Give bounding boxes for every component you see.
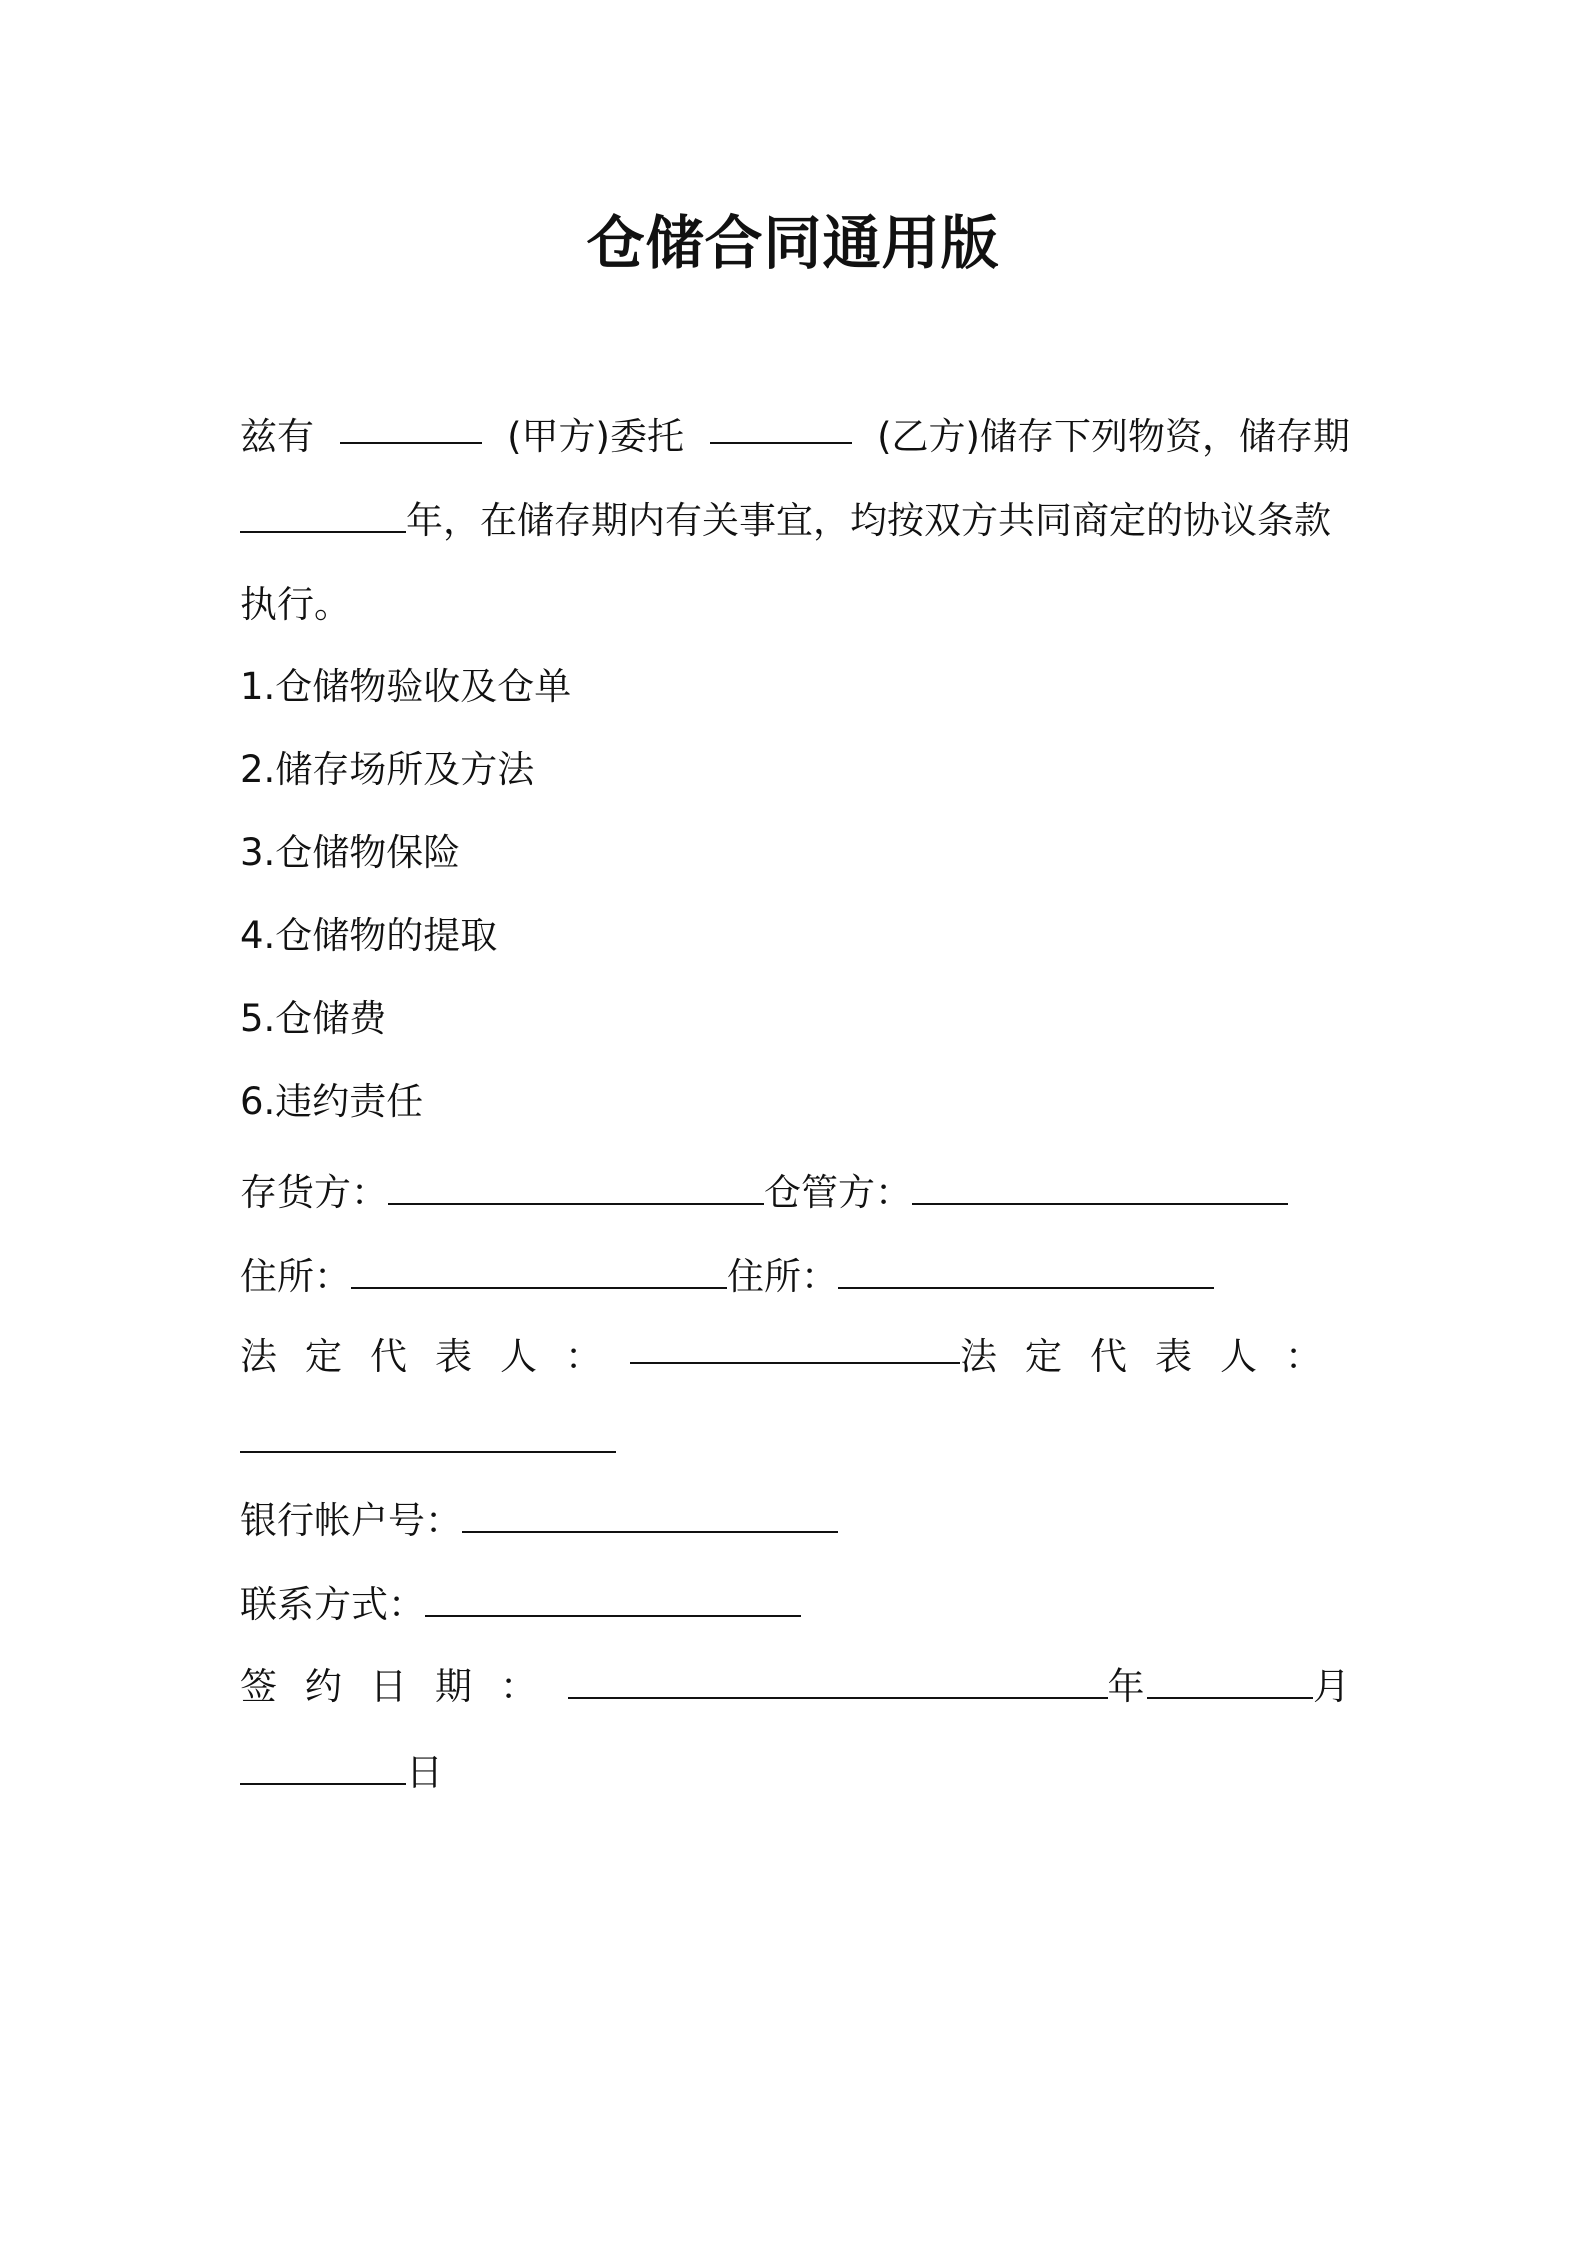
legal-rep-label-2: 法定代表人： <box>960 1335 1350 1378</box>
clause-item: 3.仓储物保险 <box>240 831 461 874</box>
signature-row-address <box>240 1252 1214 1302</box>
intro-line-3: 执行。 <box>240 583 351 626</box>
signature-row-parties <box>240 1168 1288 1218</box>
clause-item: 4.仓储物的提取 <box>240 914 498 957</box>
sign-date-year-group <box>568 1662 1145 1712</box>
legal-rep-blank-1[interactable] <box>630 1332 960 1364</box>
legal-rep-label-1: 法定代表人： <box>240 1335 630 1378</box>
legal-rep-blank-2[interactable] <box>240 1421 616 1453</box>
sign-date-label: 签约日期： <box>240 1665 565 1708</box>
intro-text-b: (甲方)委托 <box>507 415 684 458</box>
contact-blank[interactable] <box>425 1585 801 1617</box>
signature-row-date <box>240 1662 1350 1712</box>
sign-date-month-group <box>1147 1662 1350 1712</box>
month-label: 月 <box>1313 1665 1350 1708</box>
intro-text-c: (乙方)储存下列物资，储存期 <box>877 415 1350 458</box>
depositor-label: 存货方： <box>240 1171 388 1214</box>
sign-day-blank[interactable] <box>240 1753 406 1785</box>
address-label-2: 住所： <box>727 1255 838 1298</box>
contact-label: 联系方式： <box>240 1583 425 1626</box>
intro-text-line2: 年，在储存期内有关事宜，均按双方共同商定的协议条款 <box>406 499 1331 542</box>
address-blank-1[interactable] <box>351 1257 727 1289</box>
legal-rep-blank-row <box>240 1416 616 1466</box>
document-title: 仓储合同通用版 <box>586 209 1000 277</box>
address-label-1: 住所： <box>240 1255 351 1298</box>
clause-item: 6.违约责任 <box>240 1080 424 1123</box>
intro-line-1 <box>240 412 1350 462</box>
year-label: 年 <box>1107 1665 1145 1708</box>
signature-row-contact <box>240 1580 801 1630</box>
signature-row-day <box>240 1748 443 1798</box>
clause-item: 5.仓储费 <box>240 997 387 1040</box>
day-label: 日 <box>406 1751 443 1794</box>
storage-period-blank[interactable] <box>240 501 406 533</box>
party-b-blank[interactable] <box>710 412 852 444</box>
address-blank-2[interactable] <box>838 1257 1214 1289</box>
custodian-blank[interactable] <box>912 1173 1288 1205</box>
intro-text-a: 兹有 <box>240 415 314 458</box>
signature-row-bank <box>240 1496 838 1546</box>
depositor-blank[interactable] <box>388 1173 764 1205</box>
bank-account-label: 银行帐户号： <box>240 1499 462 1542</box>
party-a-blank[interactable] <box>340 412 482 444</box>
sign-year-blank[interactable] <box>568 1667 1108 1699</box>
bank-account-blank[interactable] <box>462 1501 838 1533</box>
custodian-label: 仓管方： <box>764 1171 912 1214</box>
signature-row-legal-rep <box>240 1332 1350 1382</box>
clause-item: 2.储存场所及方法 <box>240 748 535 791</box>
clause-item: 1.仓储物验收及仓单 <box>240 665 572 708</box>
sign-month-blank[interactable] <box>1147 1667 1313 1699</box>
intro-line-2 <box>240 496 1331 546</box>
